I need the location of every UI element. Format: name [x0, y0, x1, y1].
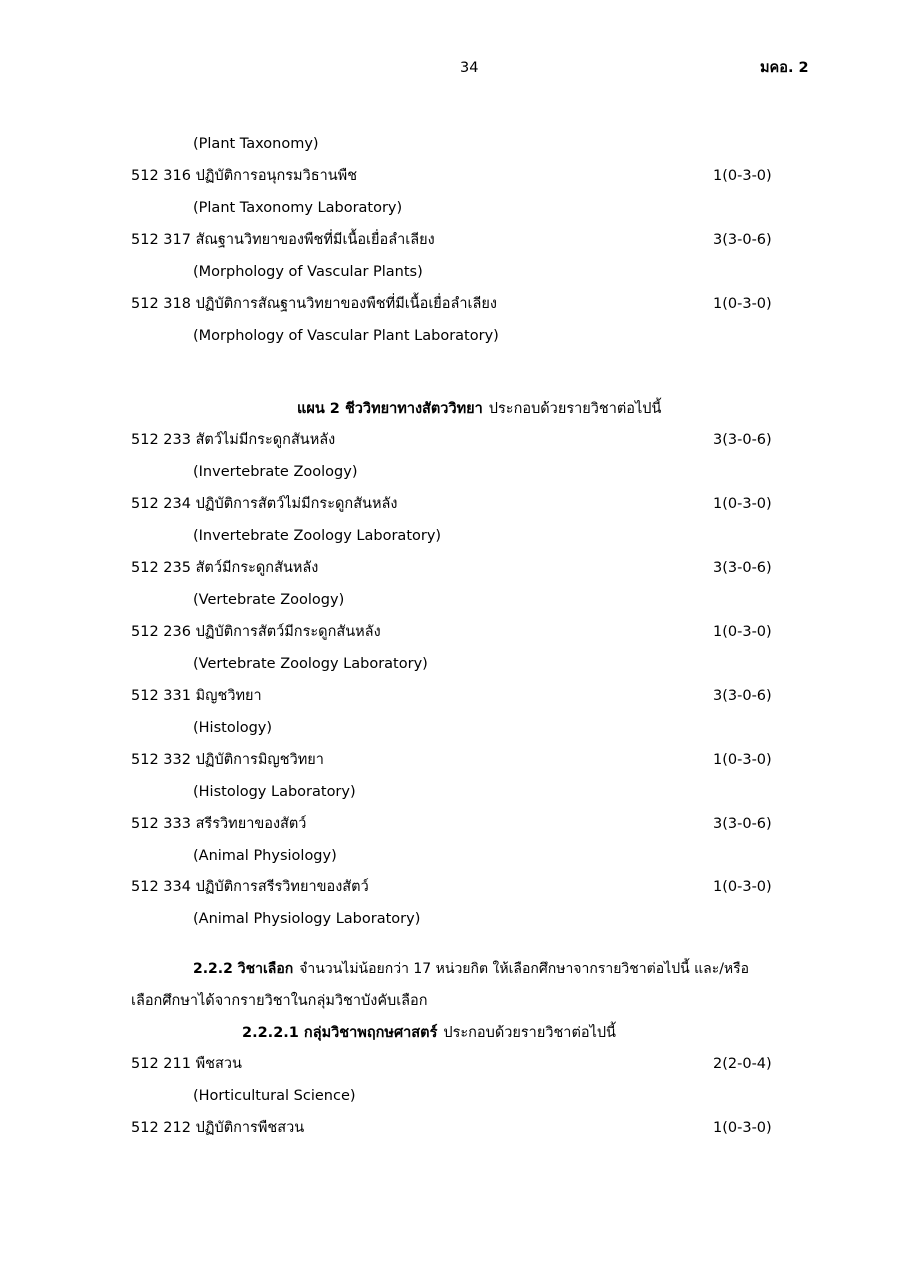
plan-heading-description: ประกอบด้วยรายวิชาต่อไปนี้	[488, 401, 662, 417]
course-english-title: (Morphology of Vascular Plants)	[193, 264, 423, 280]
course-code-title: 512 331 มิญชวิทยา	[131, 688, 262, 704]
course-code-title: 512 332 ปฏิบัติการมิญชวิทยา	[131, 752, 324, 768]
course-credits: 3(3-0-6)	[713, 816, 772, 832]
course-code-title: 512 212 ปฏิบัติการพืชสวน	[131, 1120, 305, 1136]
course-code-title: 512 317 สัณฐานวิทยาของพืชที่มีเนื้อเยื่อลำเลียง	[131, 232, 435, 248]
course-english-title: (Histology Laboratory)	[193, 784, 356, 800]
course-credits: 2(2-0-4)	[713, 1056, 772, 1072]
document-code: มคอ. 2	[760, 60, 809, 76]
electives-heading-continuation: เลือกศึกษาได้จากรายวิชาในกลุ่มวิชาบังคับเลือก	[131, 993, 428, 1009]
course-english-title: (Horticultural Science)	[193, 1088, 356, 1104]
course-credits: 1(0-3-0)	[713, 296, 772, 312]
course-group-heading	[242, 1026, 616, 1041]
course-credits: 1(0-3-0)	[713, 879, 772, 895]
course-code-title: 512 334 ปฏิบัติการสรีรวิทยาของสัตว์	[131, 879, 369, 895]
course-english-title: (Plant Taxonomy Laboratory)	[193, 200, 403, 216]
course-credits: 1(0-3-0)	[713, 496, 772, 512]
course-english-title: (Invertebrate Zoology)	[193, 464, 358, 480]
course-code-title: 512 318 ปฏิบัติการสัณฐานวิทยาของพืชที่มีเนื้อเยื่อลำเลียง	[131, 296, 497, 312]
electives-heading-title: 2.2.2 วิชาเลือก	[193, 961, 294, 977]
course-english-title: (Morphology of Vascular Plant Laboratory)	[193, 328, 499, 344]
course-code-title: 512 233 สัตว์ไม่มีกระดูกสันหลัง	[131, 432, 336, 448]
course-credits: 3(3-0-6)	[713, 432, 772, 448]
electives-heading-description: จำนวนไม่น้อยกว่า 17 หน่วยกิต ให้เลือกศึกษาจากรายวิชาต่อไปนี้ และ/หรือ	[299, 961, 750, 977]
course-code-title: 512 236 ปฏิบัติการสัตว์มีกระดูกสันหลัง	[131, 624, 381, 640]
course-english-title: (Animal Physiology)	[193, 848, 337, 864]
course-code-title: 512 211 พืชสวน	[131, 1056, 242, 1072]
course-credits: 1(0-3-0)	[713, 1120, 772, 1136]
course-english-title: (Vertebrate Zoology)	[193, 592, 345, 608]
course-code-title: 512 333 สรีรวิทยาของสัตว์	[131, 816, 307, 832]
course-credits: 3(3-0-6)	[713, 560, 772, 576]
course-group-title: 2.2.2.1 กลุ่มวิชาพฤกษศาสตร์	[242, 1025, 438, 1041]
page-number: 34	[460, 60, 479, 76]
electives-heading	[193, 962, 749, 976]
course-code-title: 512 234 ปฏิบัติการสัตว์ไม่มีกระดูกสันหลัง	[131, 496, 398, 512]
course-group-description: ประกอบด้วยรายวิชาต่อไปนี้	[443, 1025, 616, 1041]
course-code-title: 512 316 ปฏิบัติการอนุกรมวิธานพืช	[131, 168, 358, 184]
course-english-title: (Vertebrate Zoology Laboratory)	[193, 656, 428, 672]
course-code-title: 512 235 สัตว์มีกระดูกสันหลัง	[131, 560, 319, 576]
plan-heading	[297, 402, 661, 417]
course-credits: 1(0-3-0)	[713, 168, 772, 184]
course-english-title: (Invertebrate Zoology Laboratory)	[193, 528, 442, 544]
course-english-title: (Animal Physiology Laboratory)	[193, 911, 421, 927]
course-credits: 3(3-0-6)	[713, 688, 772, 704]
plan-heading-title: แผน 2 ชีววิทยาทางสัตววิทยา	[297, 401, 483, 417]
course-english-title: (Histology)	[193, 720, 273, 736]
course-credits: 1(0-3-0)	[713, 624, 772, 640]
course-credits: 3(3-0-6)	[713, 232, 772, 248]
course-credits: 1(0-3-0)	[713, 752, 772, 768]
course-english-title: (Plant Taxonomy)	[193, 136, 319, 152]
